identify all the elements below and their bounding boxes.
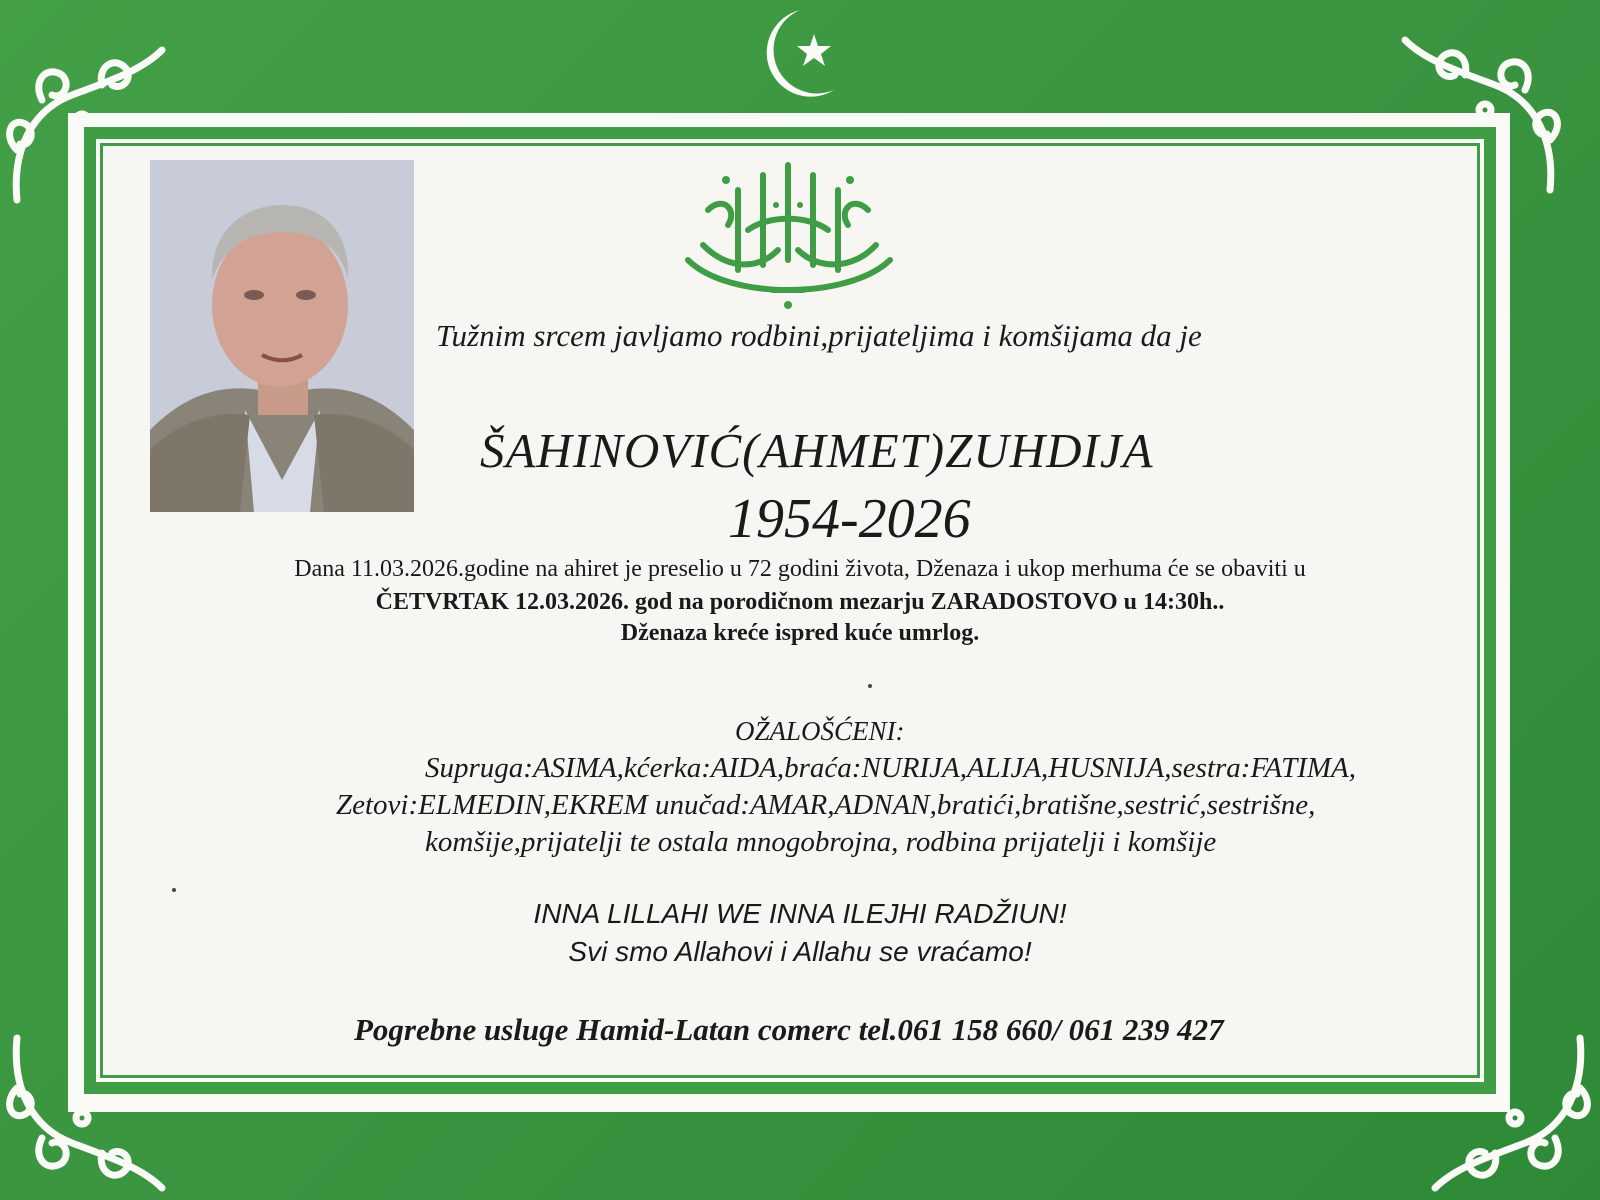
calligraphy-emblem xyxy=(668,150,908,315)
portrait-photo xyxy=(150,160,414,512)
paper-speck xyxy=(868,684,872,688)
mourners-heading: OŽALOŠĆENI: xyxy=(735,716,905,746)
intro-text: Tužnim srcem javljamo rodbini,prijateljima i komšijama da je xyxy=(436,318,1202,353)
mourners-line-2: Zetovi:ELMEDIN,EKREM unučad:AMAR,ADNAN,bratići,bratišne,sestrić,sestrišne, xyxy=(336,789,1316,821)
life-years: 1954-2026 xyxy=(728,488,971,550)
funeral-details-line-3: Dženaza kreće ispred kuće umrlog. xyxy=(620,620,980,646)
mourners-line-1: Supruga:ASIMA,kćerka:AIDA,braća:NURIJA,ALIJA,HUSNIJA,sestra:FATIMA, xyxy=(425,752,1356,784)
prayer-line-1: INNA LILLAHI WE INNA ILEJHI RADŽIUN! xyxy=(533,898,1067,929)
crescent-star-icon xyxy=(742,4,852,104)
mourners-line-3: komšije,prijatelji te ostala mnogobrojna, rodbina prijatelji i komšije xyxy=(425,826,1217,858)
prayer-line-2: Svi smo Allahovi i Allahu se vraćamo! xyxy=(568,936,1032,967)
deceased-name: ŠAHINOVIĆ(AHMET)ZUHDIJA xyxy=(480,423,1154,478)
paper-speck xyxy=(172,888,176,892)
funeral-details-line-2: ČETVRTAK 12.03.2026. god na porodičnom mezarju ZARADOSTOVO u 14:30h.. xyxy=(375,589,1225,615)
funeral-details-line-1: Dana 11.03.2026.godine na ahiret je preselio u 72 godini života, Dženaza i ukop merhuma će se obaviti u xyxy=(294,556,1306,582)
funeral-service-footer: Pogrebne usluge Hamid-Latan comerc tel.061 158 660/ 061 239 427 xyxy=(354,1012,1224,1047)
